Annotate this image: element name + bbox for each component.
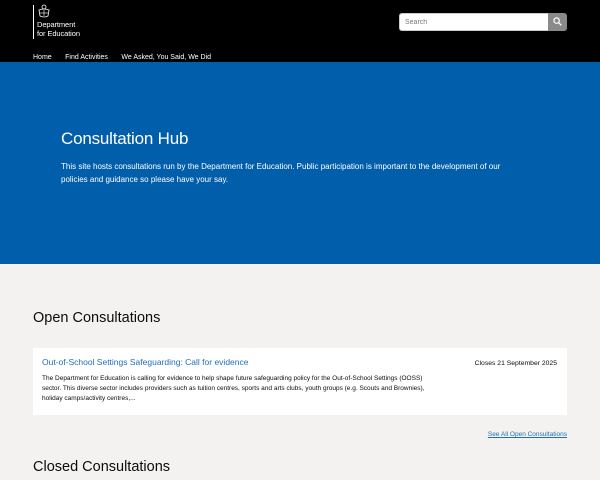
consultation-card (33, 348, 567, 415)
royal-crest-icon (37, 4, 51, 19)
search-form (399, 13, 567, 31)
hero-banner (0, 62, 600, 264)
nav-find-activities[interactable]: Find Activities (65, 54, 108, 61)
nav-home[interactable]: Home (33, 54, 52, 61)
logo-divider (33, 5, 34, 39)
page-title: Consultation Hub (61, 129, 189, 148)
logo-text-line2: for Education (37, 29, 80, 38)
top-bar (0, 0, 600, 62)
see-all-open-link[interactable]: See All Open Consultations (487, 431, 567, 438)
nav-we-asked-you-said[interactable]: We Asked, You Said, We Did (121, 54, 212, 61)
open-consultations-heading: Open Consultations (33, 310, 161, 326)
search-icon (553, 17, 562, 26)
dfe-logo-link[interactable] (33, 3, 91, 39)
consultation-description: The Department for Education is calling for evidence to help shape future safeguarding policy for the Out-of-School Settings (OOSS) sector. This diverse sector includes providers such as tuition centres, sports and arts clubs, youth groups (e.g. Scouts and Brownies), holiday camps/activity centres,... (42, 375, 425, 402)
search-button[interactable] (548, 13, 567, 31)
consultation-title-link[interactable]: Out-of-School Settings Safeguarding: Call for evidence (42, 357, 249, 367)
hero-description: This site hosts consultations run by the Department for Education. Public participation is important to the development of our policies and guidance so please have your say. (61, 162, 501, 184)
main-nav (33, 46, 220, 61)
search-input[interactable] (399, 13, 549, 31)
closing-date: Closes 21 September 2025 (474, 360, 557, 367)
logo-text-line1: Department (37, 20, 76, 29)
closed-consultations-heading: Closed Consultations (33, 459, 171, 475)
